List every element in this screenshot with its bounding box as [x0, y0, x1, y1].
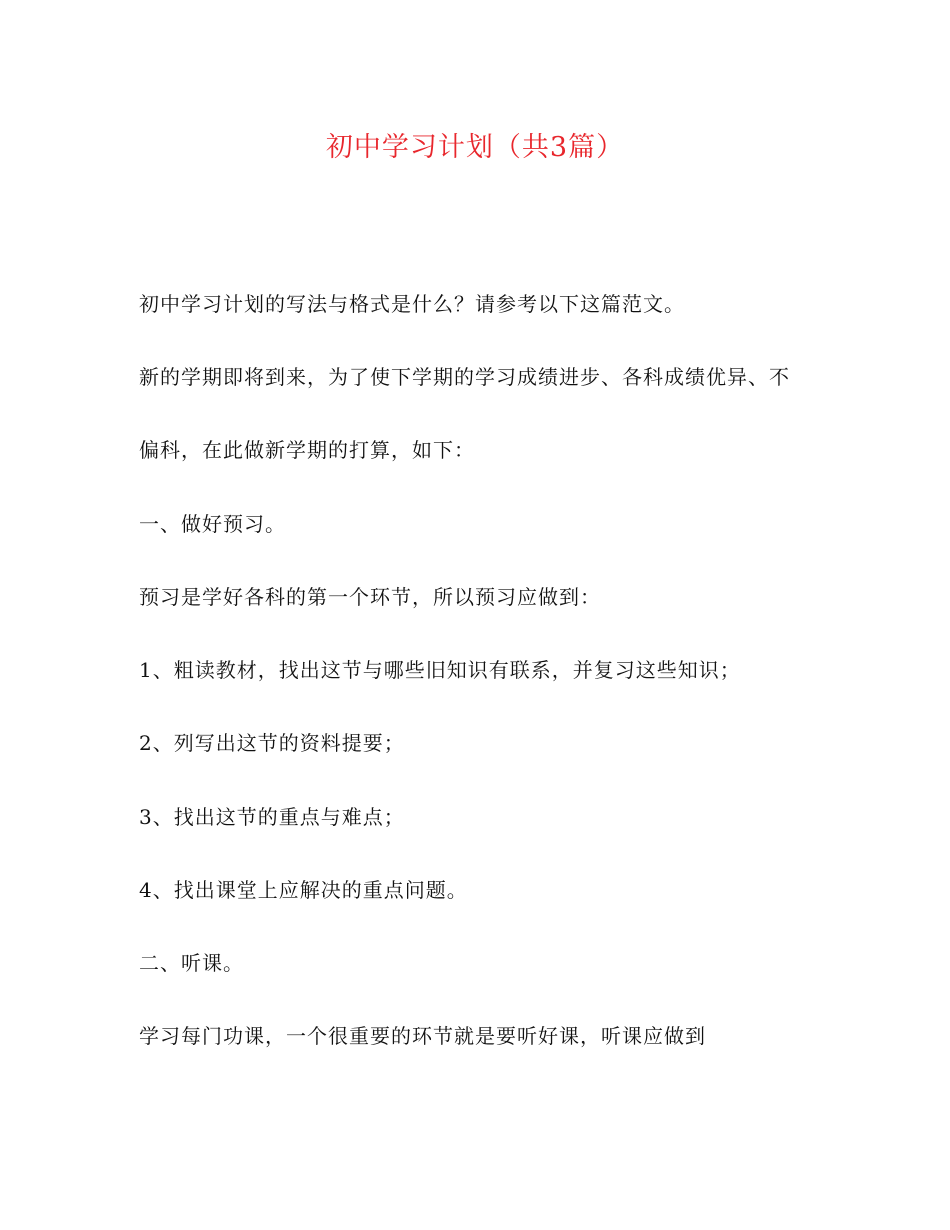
- list-item: 1、粗读教材，找出这节与哪些旧知识有联系，并复习这些知识；: [139, 658, 741, 682]
- section-heading-listening: 二、听课。: [139, 951, 244, 975]
- paragraph-line: 新的学期即将到来，为了使下学期的学习成绩进步、各科成绩优异、不: [139, 365, 790, 389]
- document-title: 初中学习计划（共3篇）: [325, 132, 625, 163]
- section-heading-preview: 一、做好预习。: [139, 512, 286, 536]
- paragraph-line: 学习每门功课，一个很重要的环节就是要听好课，听课应做到: [139, 1024, 706, 1048]
- list-item: 3、找出这节的重点与难点；: [139, 805, 405, 829]
- paragraph-intro: 初中学习计划的写法与格式是什么？请参考以下这篇范文。: [139, 292, 685, 316]
- paragraph-line: 预习是学好各科的第一个环节，所以预习应做到：: [139, 585, 601, 609]
- paragraph-line: 偏科，在此做新学期的打算，如下：: [139, 438, 475, 462]
- list-item: 2、列写出这节的资料提要；: [139, 731, 405, 755]
- list-item: 4、找出课堂上应解决的重点问题。: [139, 878, 468, 902]
